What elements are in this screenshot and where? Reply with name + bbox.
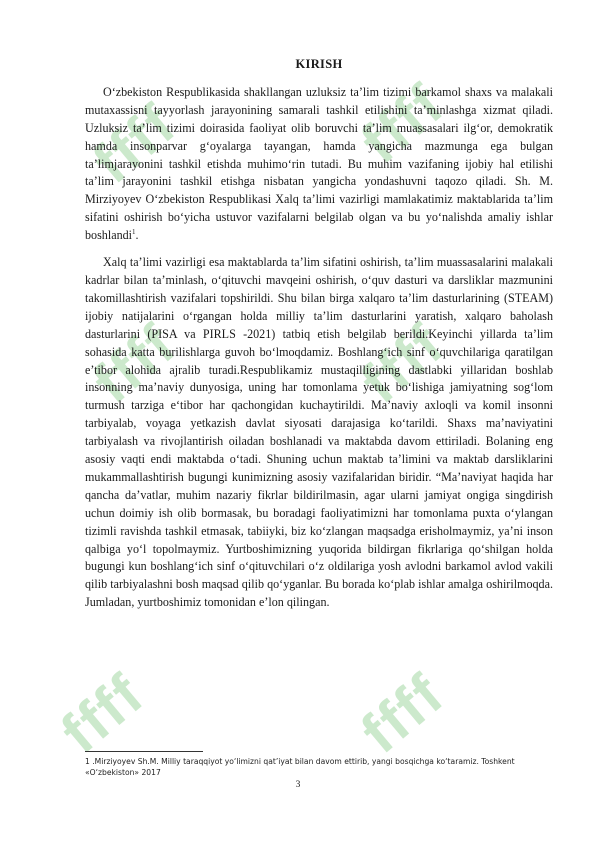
watermark: ffff: [49, 661, 157, 766]
page-title: KIRISH: [295, 57, 343, 71]
paragraph-intro: [85, 84, 553, 245]
watermark: ffff: [349, 71, 457, 176]
paragraph-intro-text: O‘zbekiston Respublikasida shakllangan uzluksiz ta’lim tizimi barkamol shaxs va malakali mutaxassisni tayyorlash jarayonining samarali tashkil etilishini ta’minlashga xizmat qiladi. Uzluksiz ta’lim tizimi doirasida faoliyat olib boruvchi ta’lim muassasalari ilg‘or, demokratik hamda insonparvar g‘oyalarga tayangan, hamda yangicha mazmunga ega bulgan ta’limjarayonini tashkil etishda muhimo‘rin tutadi. Bu muhim vazifaning ijobiy hal etilishi ta’lim jarayonini tashkil etishga nisbatan yangicha yondashuvni taqozo qiladi. Sh. M. Mirziyoyev O‘zbekiston Respublikasi Xalq ta’limi vazirligi mamlakatimiz maktablarida ta’lim sifatini oshirish bo‘yicha ustuvor vazifalarni belgilab olgan va bu yo‘nalishda amaliy ishlar boshlandi: [85, 84, 553, 243]
footnote-text: 1 .Mirziyoyev Sh.M. Milliy taraqqiyot yo‘limizni qat’iyat bilan davom ettirib, yangi bosqichga ko‘taramiz. Toshkent «O‘zbekiston» 2017: [85, 757, 515, 777]
watermark: ffff: [349, 661, 457, 766]
watermark: ffff: [81, 311, 189, 416]
paragraph-intro-end: .: [135, 228, 139, 243]
footnote-separator: [85, 751, 203, 752]
paragraph-main: Xalq ta’limi vazirligi esa maktablarda ta’lim sifatini oshirish, ta’lim muassasalarini malakali kadrlar bilan ta’minlash, o‘qituvchi mavqeini oshirish, o‘quv dasturi va darsliklar mazmunini takomillashtirish vazifalari topshirildi. Shu bilan birga xalqaro ta’lim dasturlarining (STEAM) ijobiy natijalarini o‘rgangan holda milliy ta’lim dasturlarini yaratish, xalqaro baholash dasturlarini (PISA va PIRLS -2021) tatbiq etish belgilab berildi.Keyinchi yillarda ta’lim sohasida katta burilishlarga guvoh bo‘lmoqdamiz. Boshlang‘ich sinf o‘quvchilariga qaratilgan e’tibor alohida ajralib turadi.Respublikamiz mustaqilligining dastlabki yillaridan boshlab insonning ma’naviy dunyosiga, uning har tomonlama yetuk bo‘lishiga jamiyatning sog‘lom turmush tarziga e‘tibor har qachongidan kuchaytirildi. Ma’naviy axloqli va komil insonni tarbiyalab, voyaga yetkazish davlat siyosati darajasiga ko‘tarildi. Shaxs ma’naviyatini tarbiyalash va rivojlantirish oiladan boshlanadi va maktabda davom ettiriladi. Bolaning eng asosiy vaqti endi maktabda o‘tadi. Shuning uchun maktab ta’limini va maktab darsliklarini mukammallashtirish bugungi kunimizning asosiy vazifalaridan biridir. “Ma’naviyat haqida har qancha da’vatlar, muhim nazariy fikrlar bildirilmasin, agar ularni jamiyat ongiga singdirish uchun doimiy ish olib bormasak, bu boradagi faoliyatimizni har tomonlama puxta o‘ylangan tizimli ravishda tashkil etmasak, tabiiyki, biz ko‘zlangan maqsadga erisholmaymiz, ya’ni inson qalbiga yo‘l topolmaymiz. Yurtboshimizning yuqorida bildirgan fikrlariga qo‘shilgan holda bugungi kun boshlang‘ich sinf o‘qituvchilari o‘z oldilariga yosh avlodni barkamol avlod vakili qilib tarbiyalashni bosh maqsad qilib qo‘yganlar. Bu borada ko‘plab ishlar amalga oshirilmoqda. Jumladan, yurtboshimiz tomonidan e’lon qilingan.: [85, 255, 553, 610]
document-body: [85, 56, 553, 612]
watermark: ffff: [81, 91, 189, 196]
page-number: 3: [295, 780, 301, 790]
watermark: ffff: [349, 311, 457, 416]
footnote-reference[interactable]: 1: [132, 228, 136, 237]
